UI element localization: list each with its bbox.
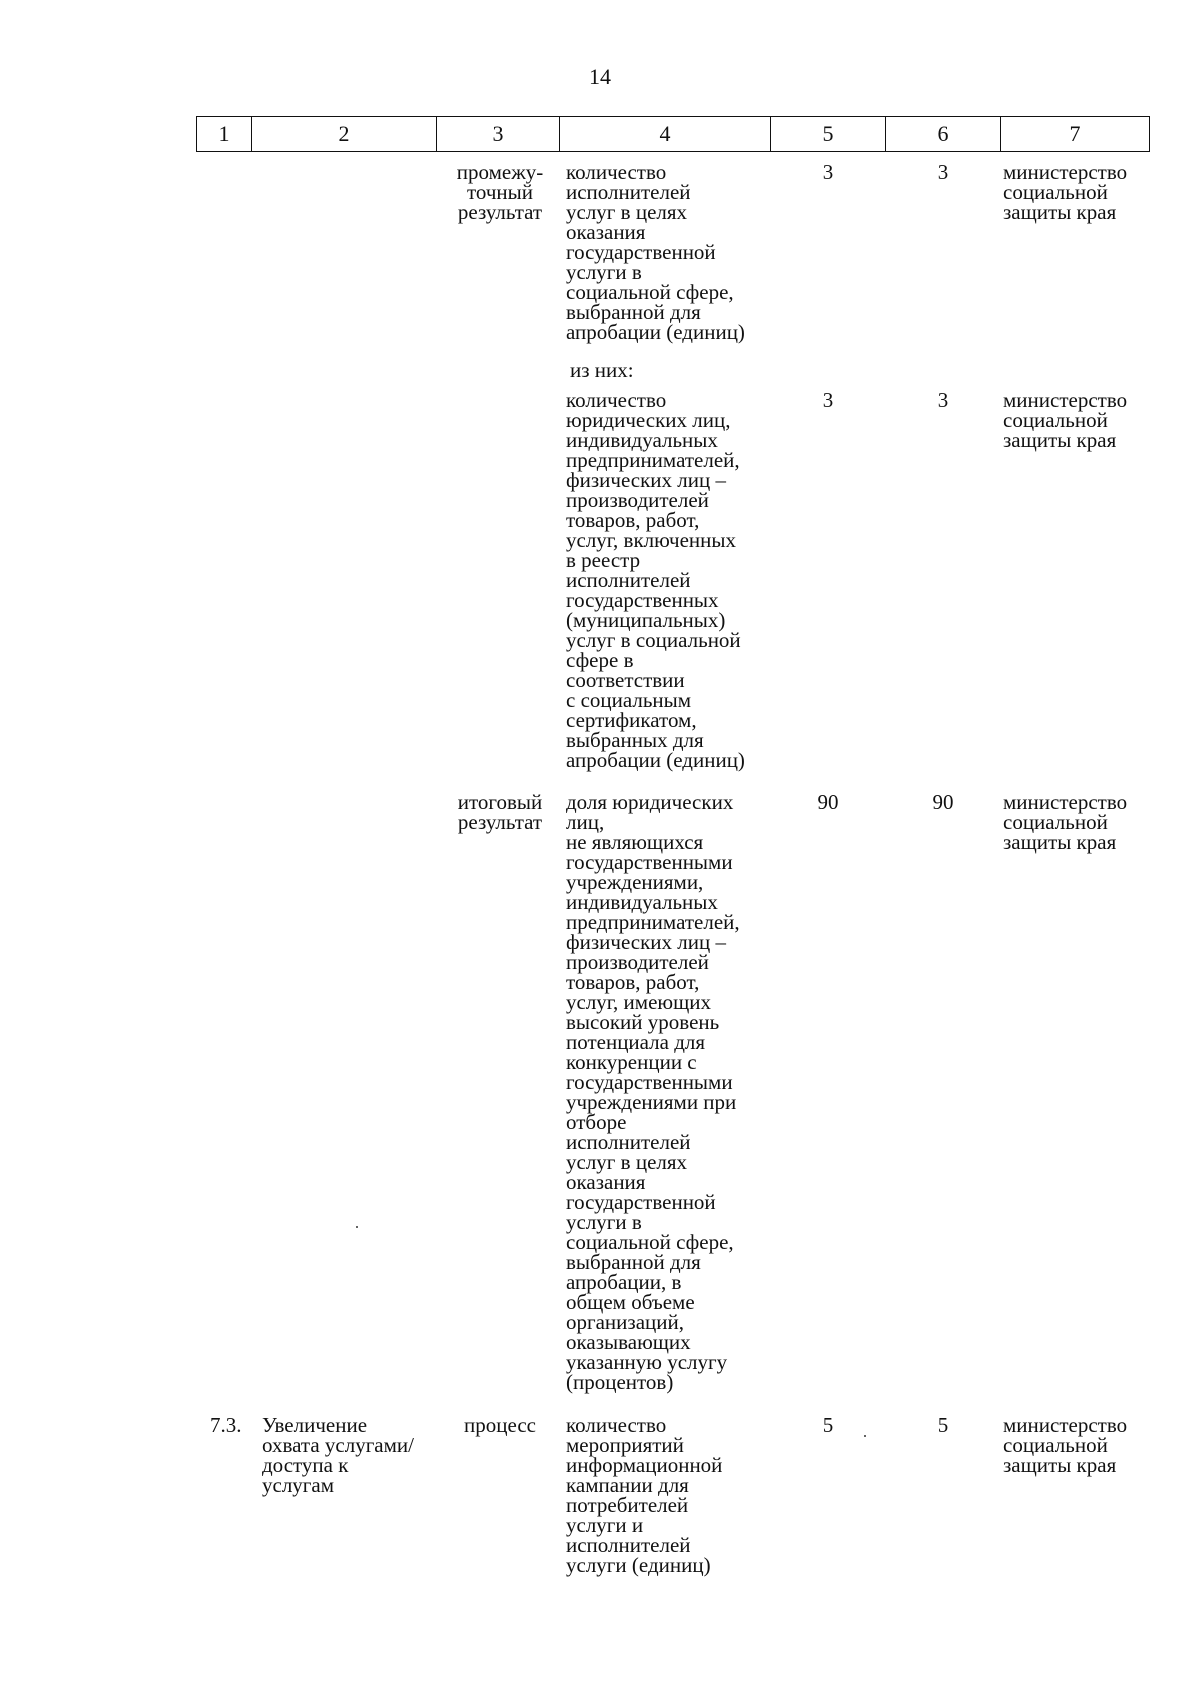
column-header-4: 4: [560, 117, 771, 152]
indicator-value-col6: 3: [937, 160, 949, 184]
indicator-share-percent: доля юридических лиц, не являющихся государственными учреждениями, индивидуальных предпринимателей, физических лиц – производителей товаров, работ, услуг, имеющих высокий уровень потенциала для конкуренции с государственными учреждениями при отборе исполнителей услуг в целях оказания государственной услуги в социальной сфере, выбранной для апробации, в общем объеме организаций, оказывающих указанную услугу (процентов): [566, 790, 740, 1394]
indicator-value-col6: 90: [932, 790, 954, 814]
indicator-subheading: из них:: [570, 358, 634, 382]
page-number: 14: [589, 64, 611, 89]
scan-speck: [864, 1435, 866, 1437]
column-header-7: 7: [1001, 117, 1150, 152]
result-type-process: процесс: [464, 1413, 536, 1437]
indicator-registry-count: количество юридических лиц, индивидуальных предпринимателей, физических лиц – производителей товаров, работ, услуг, включенных в реестр исполнителей государственных (муниципальных) услуг в социальной сфере в соответствии с социальным сертификатом, выбранных для апробации (единиц): [566, 388, 745, 772]
column-header-1: 1: [197, 117, 252, 152]
column-header-3: 3: [437, 117, 560, 152]
column-header-2: 2: [252, 117, 437, 152]
scan-speck: [356, 1226, 358, 1228]
item-number: 7.3.: [210, 1413, 242, 1437]
result-type-final: итоговый результат: [457, 790, 543, 834]
responsible-executor: министерство социальной защиты края: [1003, 790, 1128, 854]
indicator-value-col5: 90: [817, 790, 839, 814]
responsible-executor: министерство социальной защиты края: [1003, 1413, 1128, 1477]
item-name: Увеличение охвата услугами/ доступа к услугам: [262, 1413, 414, 1497]
indicator-executors-count: количество исполнителей услуг в целях оказания государственной услуги в социальной сфере, выбранной для апробации (единиц): [566, 160, 745, 344]
indicator-value-col5: 3: [822, 160, 834, 184]
indicator-value-col6: 3: [937, 388, 949, 412]
responsible-executor: министерство социальной защиты края: [1003, 160, 1128, 224]
column-header-5: 5: [771, 117, 886, 152]
indicator-value-col5: 3: [822, 388, 834, 412]
column-header-6: 6: [886, 117, 1001, 152]
column-number-header: [196, 116, 1150, 152]
indicator-campaign-events: количество мероприятий информационной кампании для потребителей услуги и исполнителей услуги (единиц): [566, 1413, 723, 1577]
result-type-intermediate: промежу- точный результат: [456, 160, 544, 224]
indicator-value-col6: 5: [937, 1413, 949, 1437]
responsible-executor: министерство социальной защиты края: [1003, 388, 1128, 452]
indicator-value-col5: 5: [822, 1413, 834, 1437]
